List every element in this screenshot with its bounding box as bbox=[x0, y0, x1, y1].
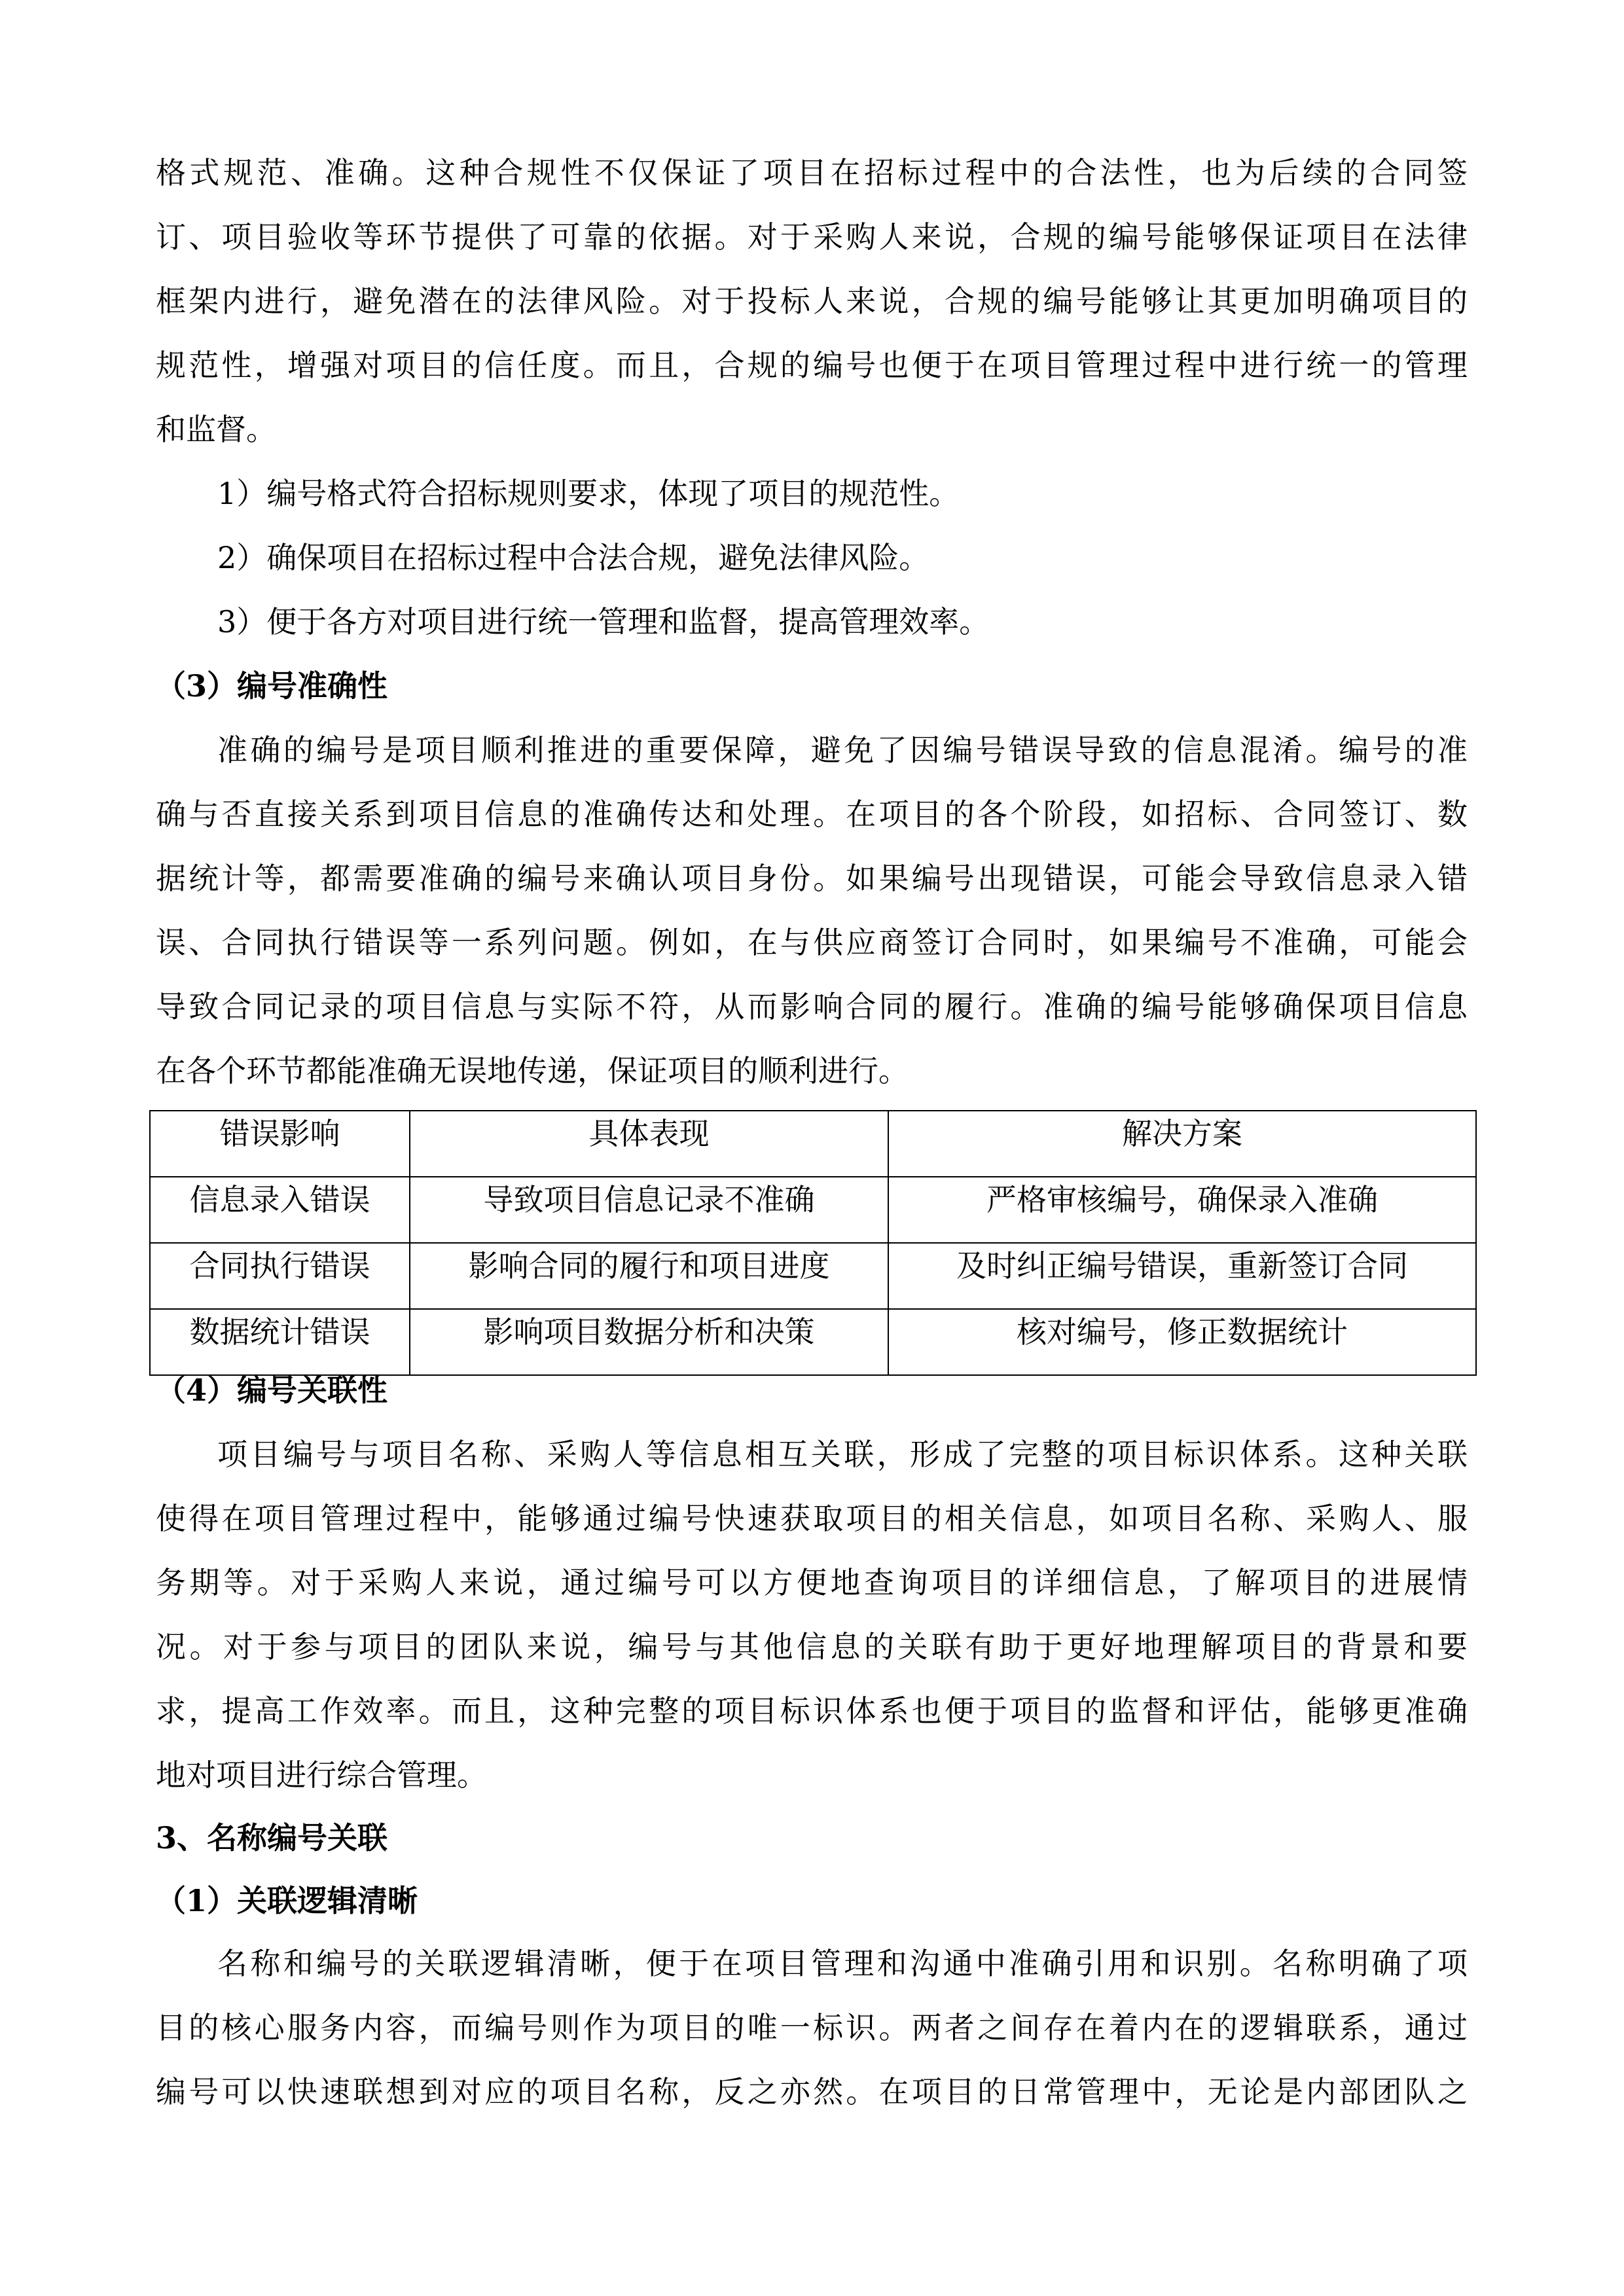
paragraph-line: 编号可以快速联想到对应的项目名称，反之亦然。在项目的日常管理中，无论是内部团队之 bbox=[156, 2074, 1468, 2109]
paragraph-line: 据统计等，都需要准确的编号来确认项目身份。如果编号出现错误，可能会导致信息录入错 bbox=[156, 861, 1468, 896]
paragraph-line: 确与否直接关系到项目信息的准确传达和处理。在项目的各个阶段，如招标、合同签订、数 bbox=[156, 797, 1468, 832]
table-header-row bbox=[150, 1111, 1476, 1177]
section-heading: （3）编号准确性 bbox=[156, 668, 388, 704]
table-cell: 数据统计错误 bbox=[150, 1309, 410, 1375]
table-cell: 合同执行错误 bbox=[150, 1243, 410, 1309]
table-header-cell: 错误影响 bbox=[150, 1111, 410, 1177]
list-item: 3）便于各方对项目进行统一管理和监督，提高管理效率。 bbox=[217, 604, 990, 639]
table-cell: 信息录入错误 bbox=[150, 1177, 410, 1243]
paragraph-line: 格式规范、准确。这种合规性不仅保证了项目在招标过程中的合法性，也为后续的合同签 bbox=[156, 155, 1468, 190]
table-cell: 影响合同的履行和项目进度 bbox=[410, 1243, 888, 1309]
table-cell: 核对编号，修正数据统计 bbox=[888, 1309, 1476, 1375]
paragraph-line: 名称和编号的关联逻辑清晰，便于在项目管理和沟通中准确引用和识别。名称明确了项 bbox=[217, 1946, 1468, 1981]
paragraph-line: 使得在项目管理过程中，能够通过编号快速获取项目的相关信息，如项目名称、采购人、服 bbox=[156, 1501, 1468, 1536]
table-cell: 严格审核编号，确保录入准确 bbox=[888, 1177, 1476, 1243]
list-item: 2）确保项目在招标过程中合法合规，避免法律风险。 bbox=[217, 540, 929, 575]
paragraph-line: 地对项目进行综合管理。 bbox=[156, 1757, 487, 1793]
paragraph-line: 务期等。对于采购人来说，通过编号可以方便地查询项目的详细信息，了解项目的进展情 bbox=[156, 1565, 1468, 1600]
paragraph-line: 误、合同执行错误等一系列问题。例如，在与供应商签订合同时，如果编号不准确，可能会 bbox=[156, 925, 1468, 960]
table-header-cell: 解决方案 bbox=[888, 1111, 1476, 1177]
paragraph-line: 项目编号与项目名称、采购人等信息相互关联，形成了完整的项目标识体系。这种关联 bbox=[217, 1437, 1468, 1472]
paragraph-line: 订、项目验收等环节提供了可靠的依据。对于采购人来说，合规的编号能够保证项目在法律 bbox=[156, 219, 1468, 255]
paragraph-line: 况。对于参与项目的团队来说，编号与其他信息的关联有助于更好地理解项目的背景和要 bbox=[156, 1629, 1468, 1664]
table-row bbox=[150, 1243, 1476, 1309]
paragraph-line: 准确的编号是项目顺利推进的重要保障，避免了因编号错误导致的信息混淆。编号的准 bbox=[217, 732, 1468, 768]
chapter-heading: 3、名称编号关联 bbox=[156, 1820, 388, 1856]
table-row bbox=[150, 1177, 1476, 1243]
paragraph-line: 目的核心服务内容，而编号则作为项目的唯一标识。两者之间存在着内在的逻辑联系，通过 bbox=[156, 2010, 1468, 2045]
paragraph-line: 框架内进行，避免潜在的法律风险。对于投标人来说，合规的编号能够让其更加明确项目的 bbox=[156, 283, 1468, 319]
section-heading: （4）编号关联性 bbox=[156, 1372, 388, 1408]
table-header-cell: 具体表现 bbox=[410, 1111, 888, 1177]
table-cell: 及时纠正编号错误，重新签订合同 bbox=[888, 1243, 1476, 1309]
section-heading: （1）关联逻辑清晰 bbox=[156, 1883, 418, 1918]
paragraph-line: 和监督。 bbox=[156, 412, 276, 447]
error-impact-table bbox=[149, 1110, 1477, 1376]
table-cell: 影响项目数据分析和决策 bbox=[410, 1309, 888, 1375]
list-item: 1）编号格式符合招标规则要求，体现了项目的规范性。 bbox=[217, 476, 960, 511]
table-cell: 导致项目信息记录不准确 bbox=[410, 1177, 888, 1243]
table-row bbox=[150, 1309, 1476, 1375]
paragraph-line: 导致合同记录的项目信息与实际不符，从而影响合同的履行。准确的编号能够确保项目信息 bbox=[156, 989, 1468, 1024]
paragraph-line: 规范性，增强对项目的信任度。而且，合规的编号也便于在项目管理过程中进行统一的管理 bbox=[156, 348, 1468, 383]
paragraph-line: 求，提高工作效率。而且，这种完整的项目标识体系也便于项目的监督和评估，能够更准确 bbox=[156, 1693, 1468, 1729]
paragraph-line: 在各个环节都能准确无误地传递，保证项目的顺利进行。 bbox=[156, 1053, 909, 1088]
